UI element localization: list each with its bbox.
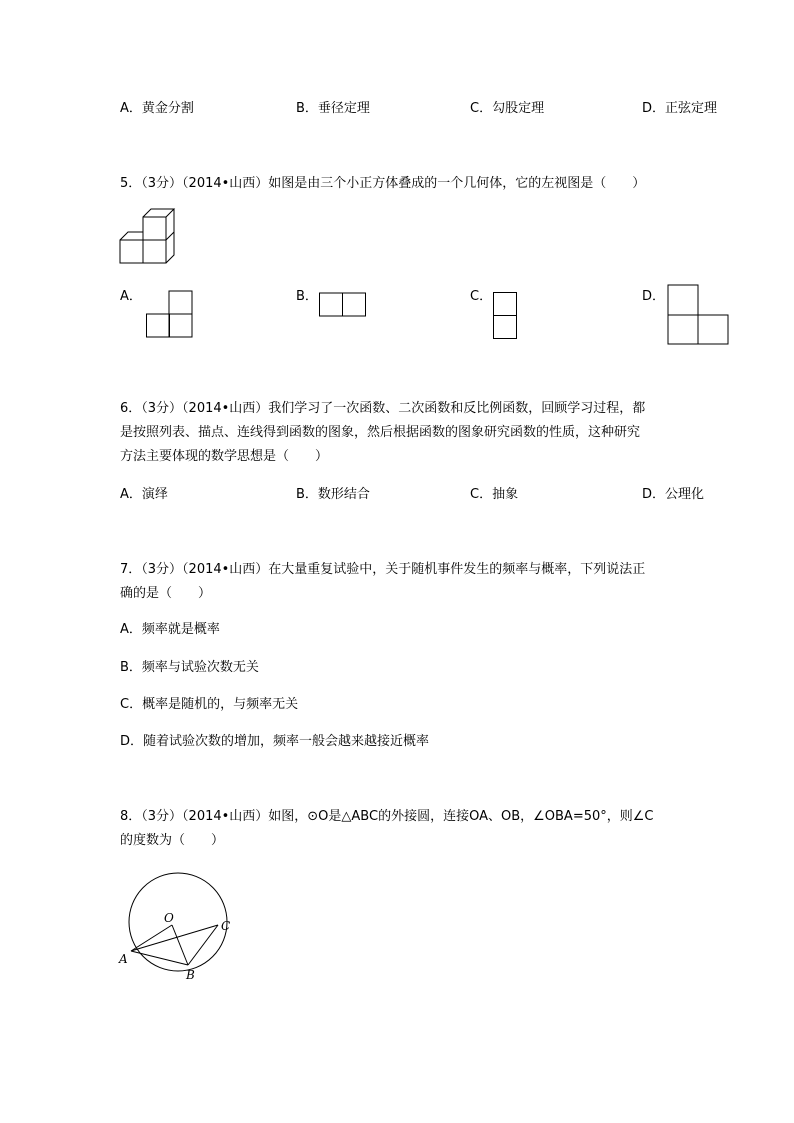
q5-solid-figure [118,208,180,270]
q6-option-b: B．数形结合 [296,487,370,502]
q8-circle-figure [110,868,250,988]
q7-stem-line-2: 确的是（ ） [120,586,212,601]
circumcircle [129,873,227,971]
q6-stem-line-1: 6．（3分）（2014•山西）我们学习了一次函数、二次函数和反比例函数，回顾学习过程，都 [120,401,646,416]
q6-option-d: D．公理化 [642,487,705,502]
q8-stem-line-1: 8．（3分）（2014•山西）如图，⊙O是△ABC的外接圆，连接OA、OB，∠OBA=50°，则∠C [120,809,654,824]
q4-option-d: D．正弦定理 [642,101,718,116]
q7-stem-line-1: 7．（3分）（2014•山西）在大量重复试验中，关于随机事件发生的频率与概率，下列说法正 [120,562,646,577]
q5-option-c-label: C． [470,289,493,304]
q8-stem-line-2: 的度数为（ ） [120,833,225,848]
q6-stem-line-3: 方法主要体现的数学思想是（ ） [120,449,329,464]
q7-option-a: A．频率就是概率 [120,622,220,637]
q6-stem-line-2: 是按照列表、描点、连线得到函数的图象，然后根据函数的图象研究函数的性质，这种研究 [120,425,641,440]
q6-option-c: C．抽象 [470,487,519,502]
label-o: O [164,911,174,925]
q5-option-a-label: A． [120,289,142,304]
q7-option-d: D．随着试验次数的增加，频率一般会越来越接近概率 [120,734,430,749]
q5-option-b-figure [319,292,369,318]
q5-option-b-label: B． [296,289,318,304]
label-c: C [221,919,231,933]
q5-option-a-figure [146,290,194,340]
q4-option-b: B．垂径定理 [296,101,370,116]
q4-option-c: C．勾股定理 [470,101,545,116]
q6-option-a: A．演绎 [120,487,168,502]
label-a: A [119,952,128,966]
q5-stem: 5．（3分）（2014•山西）如图是由三个小正方体叠成的一个几何体，它的左视图是（ ） [120,176,646,191]
q5-option-c-figure [493,292,519,342]
q7-option-c: C．概率是随机的，与频率无关 [120,697,299,712]
q4-option-a: A．黄金分割 [120,101,194,116]
label-b: B [186,968,195,982]
q5-option-d-figure [667,284,731,346]
q5-option-d-label: D． [642,289,666,304]
q7-option-b: B．频率与试验次数无关 [120,660,259,675]
